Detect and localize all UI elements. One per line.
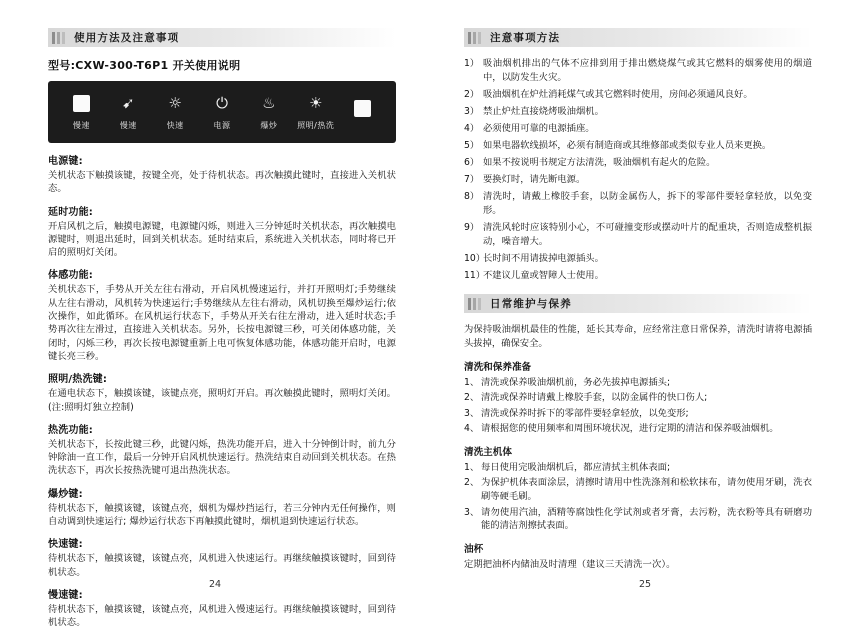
prep-text-4: 请根据您的使用频率和周围环境状况，进行定期的清洁和保养吸油烟机。 — [481, 423, 779, 435]
note-text-4: 必须使用可靠的电源插座。 — [483, 122, 595, 134]
heading-delay-function: 延时功能: — [48, 206, 93, 218]
list-item: 4） 必须使用可靠的电源插座。 — [464, 122, 595, 134]
text-light-wash-key: 在通电状态下，触摸该键，该键点亮，照明灯开启。再次触摸此键时，照明灯关闭。(注:照明灯独立控制) — [48, 388, 396, 413]
square-button-icon — [73, 93, 90, 113]
heat-wave-icon: ♨ — [262, 93, 276, 112]
right-section-title-1: 注意事项方法 — [490, 32, 561, 44]
note-text-8: 清洗时，请戴上橡胶手套，以防金属伤人，拆下的零部件要轻拿轻放，以免变形。 — [483, 191, 812, 216]
heading-boost-key: 爆炒键: — [48, 488, 83, 500]
heading-power-key: 电源键: — [48, 156, 83, 167]
list-item: 2、 为保护机体表面涂层，清擦时请用中性洗涤剂和松软抹布，请勿使用牙刷，洗衣刷等硬毛刷。 — [464, 477, 812, 503]
cleaning-prep-list — [464, 376, 812, 436]
panel-key-label-3: 电源 — [213, 121, 231, 130]
panel-key-label-2: 快速 — [166, 121, 184, 130]
list-item: 1、 清洗或保养吸油烟机前，务必先拔掉电源插头; — [464, 376, 671, 388]
text-gesture-function: 关机状态下，手势从开关左往右滑动，开启风机慢速运行，并打开照明灯;手势继续从左往右滑动，风机转为快速运行;手势继续从左往右滑动，风机切换至爆炒运行;依次操作，如此循环。在风机运行状态下，手势从开关右往左滑动，进入延时状态;手势再次往左滑过，直接进入关机状态。另外，长按电源键三秒，可关闭体感功能，关闭时，闪烁三秒，再次长按电源键重新上电可恢复体感功能，体感功能开启时，电源键长亮三秒。 — [48, 284, 396, 362]
list-item: 9） 清洗风轮时应该特别小心，不可碰撞变形或摆动叶片的配重块，否则造成整机振动，噪音增大。 — [464, 221, 812, 247]
heading-gesture-function: 体感功能: — [48, 270, 93, 282]
header-bars-icon — [468, 298, 483, 310]
panel-key-label-5: 照明/热洗 — [297, 121, 335, 130]
list-item: 10） 长时间不用请拔掉电源插头。 — [464, 252, 604, 264]
heading-cleaning-prep: 清洗和保养准备 — [464, 361, 532, 373]
right-section-title-2: 日常维护与保养 — [490, 298, 572, 311]
body-text-3: 请勿使用汽油，酒精等腐蚀性化学试剂或者牙膏，去污粉，洗衣粉等具有研磨功能的清洁剂擦拭表面。 — [481, 506, 812, 532]
note-text-6: 如果不按说明书规定方法清洗，吸油烟机有起火的危险。 — [483, 157, 716, 169]
left-section-title: 使用方法及注意事项 — [74, 32, 180, 44]
square-button-icon — [354, 99, 371, 119]
notes-list — [464, 57, 812, 282]
heading-oil-cup: 油杯 — [464, 543, 484, 555]
model-line: 型号:CXW-300-T6P1 开关使用说明 — [48, 59, 241, 72]
right-page — [430, 0, 860, 608]
text-oil-cup: 定期把油杯内储油及时清理（建议三天清洗一次）。 — [464, 558, 676, 570]
list-item: 11） 不建议儿童或智障人士使用。 — [464, 269, 604, 281]
panel-key-boost[interactable] — [245, 93, 292, 131]
panel-key-label-4: 爆炒 — [260, 121, 278, 130]
note-text-10: 长时间不用请拔掉电源插头。 — [483, 252, 604, 264]
heading-clean-body: 清洗主机体 — [464, 446, 512, 458]
panel-key-fast[interactable] — [152, 93, 199, 131]
list-item: 8） 清洗时，请戴上橡胶手套，以防金属伤人，拆下的零部件要轻拿轻放，以免变形。 — [464, 191, 812, 216]
prep-text-3: 清洗或保养时拆下的零部件要轻拿轻放，以免变形; — [481, 407, 689, 419]
text-fast-key: 待机状态下，触摸该键，该键点亮，风机进入快速运行。再继续触摸该键时，回到待机状态。 — [48, 553, 396, 578]
heading-hot-wash-function: 热洗功能: — [48, 424, 93, 436]
list-item: 2、 清洗或保养时请戴上橡胶手套，以防金属件的快口伤人; — [464, 392, 708, 404]
panel-key-light-wash[interactable] — [292, 93, 339, 131]
right-section-header-1 — [464, 28, 812, 47]
prep-text-2: 清洗或保养时请戴上橡胶手套，以防金属件的快口伤人; — [481, 392, 708, 404]
panel-key-power[interactable] — [199, 93, 246, 131]
control-panel — [48, 81, 396, 143]
text-boost-key: 待机状态下，触摸该键，该键点亮，烟机为爆炒挡运行，若三分钟内无任何操作，则自动调到快速运行; 爆炒运行状态下再触摸此键时，烟机退到快速运行状态。 — [48, 502, 396, 528]
note-text-3: 禁止炉灶直接烧烤吸油烟机。 — [483, 105, 604, 117]
header-bars-icon — [468, 32, 483, 44]
heading-slow-key: 慢速键: — [48, 589, 83, 601]
text-delay-function: 开启风机之后，触摸电源键，电源键闪烁，则进入三分钟延时关机状态，再次触摸电源键时，则退出延时，回到关机状态。延时结束后，系统进入关机状态，同时将已开启的照明灯关闭。 — [48, 220, 396, 259]
light-icon: ☀ — [309, 93, 323, 112]
body-text-2: 为保护机体表面涂层，清擦时请用中性洗涤剂和松软抹布，请勿使用牙刷，洗衣刷等硬毛刷。 — [481, 477, 812, 503]
note-text-2: 吸油烟机在炉灶消耗煤气或其它燃料时使用，房间必须通风良好。 — [483, 88, 753, 100]
list-item: 5） 如果电器软线损坏，必须有制造商或其维修部或类似专业人员来更换。 — [464, 139, 772, 151]
right-section-header-2 — [464, 294, 812, 313]
list-item: 3、 清洗或保养时拆下的零部件要轻拿轻放，以免变形; — [464, 407, 689, 419]
panel-key-slow-square[interactable] — [58, 93, 105, 131]
header-bars-icon — [52, 32, 67, 44]
left-page-number: 24 — [208, 579, 222, 590]
prep-text-1: 清洗或保养吸油烟机前，务必先拔掉电源插头; — [481, 376, 671, 388]
heading-fast-key: 快速键: — [48, 539, 83, 551]
text-slow-key: 待机状态下，触摸该键，该键点亮，风机进入慢速运行。再继续触摸该键时，回到待机状态。 — [48, 603, 396, 629]
note-text-9: 清洗风轮时应该特别小心，不可碰撞变形或摆动叶片的配重块，否则造成整机振动，噪音增大。 — [483, 221, 812, 247]
note-text-7: 要换灯时，请先断电源。 — [483, 174, 586, 186]
body-text-1: 每日使用完吸油烟机后，都应清拭主机体表面; — [481, 461, 671, 473]
clean-body-list — [464, 461, 812, 533]
list-item: 4、 请根据您的使用频率和周围环境状况，进行定期的清洁和保养吸油烟机。 — [464, 423, 779, 435]
fan-icon: ☼ — [168, 93, 182, 112]
note-text-1: 吸油烟机排出的气体不应排到用于排出燃烧煤气或其它燃料的烟雾使用的烟道中，以防发生火灾。 — [483, 58, 812, 83]
left-section-header — [48, 28, 396, 47]
panel-key-blank-square[interactable] — [339, 99, 386, 126]
power-icon: ⏻ — [216, 93, 228, 112]
list-item: 6） 如果不按说明书规定方法清洗，吸油烟机有起火的危险。 — [464, 157, 716, 169]
list-item: 3） 禁止炉灶直接烧烤吸油烟机。 — [464, 105, 604, 117]
note-text-11: 不建议儿童或智障人士使用。 — [483, 269, 604, 281]
panel-key-gesture[interactable] — [105, 93, 152, 131]
list-item: 2） 吸油烟机在炉灶消耗煤气或其它燃料时使用，房间必须通风良好。 — [464, 88, 753, 100]
text-power-key: 关机状态下触摸该键，按键全亮，处于待机状态。再次触摸此键时，直接进入关机状态。 — [48, 170, 396, 195]
left-page — [0, 0, 430, 629]
note-text-5: 如果电器软线损坏，必须有制造商或其维修部或类似专业人员来更换。 — [483, 139, 772, 151]
text-hot-wash-function: 关机状态下，长按此键三秒，此键闪烁，热洗功能开启，进入十分钟倒计时，前九分钟除油一直工作，最后一分钟开启风机快速运行。热洗结束自动回到关机状态。在热洗状态下，再次长按热洗键可退出热洗状态。 — [48, 438, 396, 477]
list-item: 1） 吸油烟机排出的气体不应排到用于排出燃烧煤气或其它燃料的烟雾使用的烟道中，以防发生火灾。 — [464, 58, 812, 83]
gesture-hand-icon: ➹ — [122, 93, 135, 112]
maintenance-intro: 为保持吸油烟机最佳的性能，延长其寿命，应经常注意日常保养，清洗时请将电源插头拔掉，确保安全。 — [464, 324, 812, 349]
right-page-number: 25 — [638, 579, 652, 590]
panel-key-label-0: 慢速 — [72, 121, 90, 130]
list-item: 3、 请勿使用汽油，酒精等腐蚀性化学试剂或者牙膏，去污粉，洗衣粉等具有研磨功能的清洁剂擦拭表面。 — [464, 506, 812, 532]
list-item: 7） 要换灯时，请先断电源。 — [464, 174, 586, 186]
heading-light-wash-key: 照明/热洗键: — [48, 374, 108, 386]
panel-key-label-1: 慢速 — [119, 121, 137, 130]
list-item: 1、 每日使用完吸油烟机后，都应清拭主机体表面; — [464, 461, 671, 473]
